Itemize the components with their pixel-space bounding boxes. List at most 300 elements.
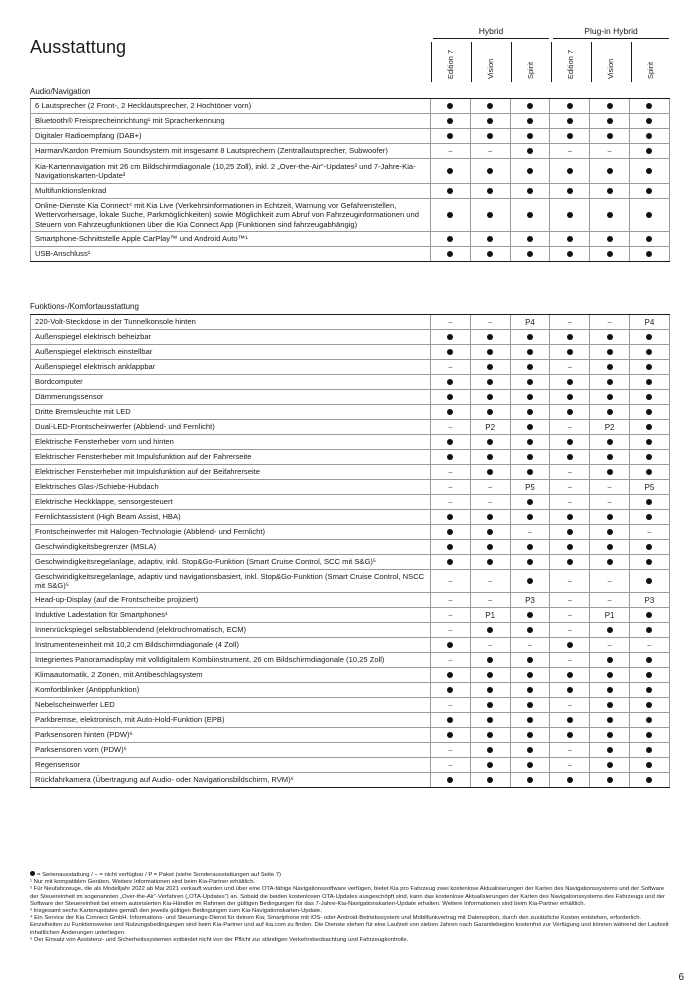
standard-dot-icon (471, 375, 511, 389)
standard-dot-icon (550, 525, 590, 539)
availability-cell: P1 (471, 608, 511, 622)
standard-dot-icon (590, 713, 630, 727)
standard-dot-icon (550, 405, 590, 419)
table-row (30, 375, 670, 390)
column-header-edition7-phev: Edition 7 (551, 42, 591, 82)
footnote-2: ² Für Neufahrzeuge, die als Modelljahr 2022 ab Mai 2021 verkauft wurden und über eine OTA-fähige Navigationssoftware verfügen, bietet Kia pro Fahrzeug zwei kostenlose Aktualisierungen der Karten des Navigationssystems und der Software der Steuereinheit im sogenannten „Over-the-Air“-Verfahren („OTA-Updates“) an. Sobald die beiden kostenlosen OTA-Updates ausgeschöpft sind, kann das kostenlose Aktualisierungen der Karten des Navigationssystems des Fahrzeugs und der Software der Steuereinheit bei einem autorisierten Kia-Händler im Rahmen der gültigen Bedingungen für das 7-Jahre-Kia-Navigationskarten-Update erhalten. Weitere Informationen sind beim Kia-Partner erhältlich. (30, 886, 666, 907)
standard-dot-icon (550, 683, 590, 697)
table-row (30, 247, 670, 262)
standard-dot-icon (511, 653, 551, 667)
table-row (30, 420, 670, 435)
availability-cell: – (550, 570, 590, 592)
standard-dot-icon (630, 623, 670, 637)
availability-cell: – (471, 570, 511, 592)
feature-label: Fernlichtassistent (High Beam Assist, HBA) (30, 510, 431, 524)
availability-cell: – (550, 495, 590, 509)
standard-dot-icon (511, 99, 551, 113)
standard-dot-icon (431, 683, 471, 697)
standard-dot-icon (511, 450, 551, 464)
table-row (30, 480, 670, 495)
standard-dot-icon (590, 345, 630, 359)
standard-dot-icon (511, 465, 551, 479)
standard-dot-icon (630, 114, 670, 128)
table-row (30, 99, 670, 114)
standard-dot-icon (431, 405, 471, 419)
table-row (30, 184, 670, 199)
group-header-plugin-hybrid: Plug-in Hybrid (584, 26, 638, 36)
standard-dot-icon (630, 390, 670, 404)
table-row (30, 159, 670, 184)
standard-dot-icon (630, 713, 670, 727)
standard-dot-icon (471, 159, 511, 183)
availability-cell: – (550, 420, 590, 434)
feature-label: Bluetooth® Freisprecheinrichtung¹ mit Spracherkennung (30, 114, 431, 128)
standard-dot-icon (630, 420, 670, 434)
feature-label: Elektrische Fensterheber vorn und hinten (30, 435, 431, 449)
standard-dot-icon (431, 668, 471, 682)
standard-dot-icon (630, 144, 670, 158)
availability-cell: – (590, 144, 630, 158)
standard-dot-icon (431, 713, 471, 727)
standard-dot-icon (471, 465, 511, 479)
feature-label: Rückfahrkamera (Übertragung auf Audio- oder Navigationsbildschirm, RVM)⁶ (30, 773, 431, 787)
standard-dot-icon (431, 540, 471, 554)
feature-label: 6 Lautsprecher (2 Front-, 2 Hecklautsprecher, 2 Hochtöner vorn) (30, 99, 431, 113)
standard-dot-icon (590, 184, 630, 198)
standard-dot-icon (550, 390, 590, 404)
standard-dot-icon (471, 114, 511, 128)
availability-cell: – (550, 698, 590, 712)
standard-dot-icon (511, 510, 551, 524)
table-row (30, 593, 670, 608)
feature-label: Elektrischer Fensterheber mit Impulsfunktion auf der Beifahrerseite (30, 465, 431, 479)
standard-dot-icon (630, 247, 670, 261)
standard-dot-icon (590, 653, 630, 667)
feature-label: Integriertes Panoramadisplay mit volldigitalem Kombiinstrument, 26 cm Bildschirmdiagonale (10,25 Zoll) (30, 653, 431, 667)
standard-dot-icon (511, 159, 551, 183)
standard-dot-icon (471, 743, 511, 757)
standard-dot-icon (511, 144, 551, 158)
feature-label: Dämmerungssensor (30, 390, 431, 404)
standard-dot-icon (471, 184, 511, 198)
standard-dot-icon (630, 330, 670, 344)
availability-cell: – (471, 495, 511, 509)
standard-dot-icon (590, 743, 630, 757)
table-row (30, 525, 670, 540)
standard-dot-icon (550, 129, 590, 143)
footnotes (30, 871, 670, 944)
standard-dot-icon (590, 159, 630, 183)
standard-dot-icon (431, 390, 471, 404)
page-number: 6 (678, 972, 684, 983)
standard-dot-icon (630, 129, 670, 143)
feature-label: Außenspiegel elektrisch anklappbar (30, 360, 431, 374)
standard-dot-icon (630, 435, 670, 449)
standard-dot-icon (630, 728, 670, 742)
feature-label: Bordcomputer (30, 375, 431, 389)
table-row (30, 668, 670, 683)
footnote-legend: = Serienausstattung / – = nicht verfügbar / P = Paket (siehe Sonderausstattungen auf Seite 7) (30, 871, 670, 879)
standard-dot-icon (550, 345, 590, 359)
standard-dot-icon (550, 330, 590, 344)
table-row (30, 540, 670, 555)
feature-label: Geschwindigkeitsregelanlage, adaptiv, inkl. Stop&Go-Funktion (Smart Cruise Control, SCC mit S&G)⁵ (30, 555, 431, 569)
standard-dot-icon (550, 450, 590, 464)
feature-label: 220-Volt-Steckdose in der Tunnelkonsole hinten (30, 315, 431, 329)
feature-label: Digitaler Radioempfang (DAB+) (30, 129, 431, 143)
standard-dot-icon (630, 405, 670, 419)
standard-dot-icon (511, 114, 551, 128)
standard-dot-icon (550, 555, 590, 569)
availability-cell: – (431, 623, 471, 637)
standard-dot-icon (590, 375, 630, 389)
table-row (30, 405, 670, 420)
standard-dot-icon (471, 683, 511, 697)
availability-cell: – (550, 758, 590, 772)
feature-label: Dritte Bremsleuchte mit LED (30, 405, 431, 419)
standard-dot-icon (431, 773, 471, 787)
standard-dot-icon (471, 653, 511, 667)
standard-dot-icon (590, 623, 630, 637)
standard-dot-icon (550, 540, 590, 554)
feature-label: Head-up-Display (auf die Frontscheibe projiziert) (30, 593, 431, 607)
standard-dot-icon (471, 450, 511, 464)
standard-dot-icon (630, 360, 670, 374)
standard-dot-icon (511, 375, 551, 389)
standard-dot-icon (511, 390, 551, 404)
standard-dot-icon (550, 375, 590, 389)
standard-dot-icon (590, 247, 630, 261)
standard-dot-icon (431, 184, 471, 198)
feature-label: Geschwindigkeitsregelanlage, adaptiv und navigationsbasiert, inkl. Stop&Go-Funktion (Smart Cruise Control, NSCC mit S&G)⁵ (30, 570, 431, 592)
standard-dot-icon (431, 247, 471, 261)
feature-label: Harman/Kardon Premium Soundsystem mit insgesamt 8 Lautsprechern (Zentrallautsprecher, Subwoofer) (30, 144, 431, 158)
standard-dot-icon (590, 683, 630, 697)
table-row (30, 608, 670, 623)
standard-dot-icon (471, 247, 511, 261)
standard-dot-icon (431, 345, 471, 359)
standard-dot-icon (471, 510, 511, 524)
dot-icon (30, 871, 35, 876)
availability-cell: – (431, 495, 471, 509)
feature-label: Multifunktionslenkrad (30, 184, 431, 198)
availability-cell: P3 (630, 593, 670, 607)
standard-dot-icon (471, 345, 511, 359)
standard-dot-icon (471, 698, 511, 712)
footnote-3: ³ Insgesamt sechs Kartenupdates gemäß den jeweils gültigen Bedingungen zum Kia-Navigationskarten-Update. (30, 908, 322, 915)
availability-cell: – (431, 360, 471, 374)
standard-dot-icon (431, 638, 471, 652)
availability-cell: – (550, 465, 590, 479)
standard-dot-icon (511, 743, 551, 757)
table-row (30, 698, 670, 713)
standard-dot-icon (550, 713, 590, 727)
standard-dot-icon (550, 728, 590, 742)
section-title-komfort: Funktions-/Komfortausstattung (30, 302, 139, 311)
availability-cell: – (550, 315, 590, 329)
table-row (30, 330, 670, 345)
availability-cell: P5 (511, 480, 551, 494)
table-row (30, 623, 670, 638)
standard-dot-icon (431, 199, 471, 231)
standard-dot-icon (550, 114, 590, 128)
table-row (30, 360, 670, 375)
table-row (30, 638, 670, 653)
standard-dot-icon (471, 525, 511, 539)
availability-cell: – (630, 638, 670, 652)
standard-dot-icon (471, 232, 511, 246)
page-title: Ausstattung (30, 37, 127, 57)
standard-dot-icon (511, 420, 551, 434)
availability-cell: P2 (590, 420, 630, 434)
standard-dot-icon (590, 129, 630, 143)
table-row (30, 345, 670, 360)
standard-dot-icon (550, 638, 590, 652)
availability-cell: – (431, 698, 471, 712)
table-row (30, 435, 670, 450)
table-row (30, 570, 670, 593)
standard-dot-icon (431, 99, 471, 113)
availability-cell: P4 (511, 315, 551, 329)
table-row (30, 510, 670, 525)
availability-cell: P1 (590, 608, 630, 622)
availability-cell: P5 (630, 480, 670, 494)
standard-dot-icon (511, 698, 551, 712)
column-header-spirit-hybrid: Spirit (511, 42, 551, 82)
standard-dot-icon (550, 668, 590, 682)
standard-dot-icon (511, 728, 551, 742)
standard-dot-icon (511, 129, 551, 143)
standard-dot-icon (511, 608, 551, 622)
feature-label: Online-Dienste Kia Connect⁴ mit Kia Live (Verkehrsinformationen in Echtzeit, Warnung vor Gefahrenstellen, Wettervorhersage, lokale Suche, Parkmöglichkeiten) sowie Möglichkeit zum Abruf von Fahrzeuginformationen und Steuern von Fahrzeugfunktionen über die Kia Connect App (Funktionen sind fahrzeugabhängig) (30, 199, 431, 231)
standard-dot-icon (511, 773, 551, 787)
standard-dot-icon (630, 743, 670, 757)
standard-dot-icon (471, 435, 511, 449)
availability-cell: – (431, 758, 471, 772)
standard-dot-icon (471, 773, 511, 787)
feature-label: Elektrisches Glas-/Schiebe-Hubdach (30, 480, 431, 494)
standard-dot-icon (511, 199, 551, 231)
standard-dot-icon (590, 435, 630, 449)
feature-label: Komfortblinker (Antippfunktion) (30, 683, 431, 697)
standard-dot-icon (630, 199, 670, 231)
availability-cell: – (471, 144, 511, 158)
standard-dot-icon (511, 758, 551, 772)
standard-dot-icon (471, 728, 511, 742)
feature-label: Induktive Ladestation für Smartphones¹ (30, 608, 431, 622)
feature-label: Parksensoren hinten (PDW)⁶ (30, 728, 431, 742)
table-audio-navigation (30, 98, 670, 262)
availability-cell: – (590, 593, 630, 607)
standard-dot-icon (590, 728, 630, 742)
table-row (30, 728, 670, 743)
standard-dot-icon (511, 232, 551, 246)
availability-cell: – (511, 638, 551, 652)
standard-dot-icon (511, 570, 551, 592)
table-row (30, 683, 670, 698)
table-row (30, 653, 670, 668)
table-row (30, 232, 670, 247)
table-row (30, 144, 670, 159)
column-header-vision-hybrid: Vision (471, 42, 511, 82)
feature-label: Frontscheinwerfer mit Halogen-Technologie (Abblend- und Fernlicht) (30, 525, 431, 539)
availability-cell: – (550, 360, 590, 374)
availability-cell: – (550, 623, 590, 637)
feature-label: Geschwindigkeitsbegrenzer (MSLA) (30, 540, 431, 554)
standard-dot-icon (590, 510, 630, 524)
availability-cell: – (431, 608, 471, 622)
column-header-edition7-hybrid: Edition 7 (431, 42, 471, 82)
standard-dot-icon (590, 232, 630, 246)
standard-dot-icon (590, 405, 630, 419)
standard-dot-icon (630, 375, 670, 389)
standard-dot-icon (550, 435, 590, 449)
availability-cell: – (431, 420, 471, 434)
availability-cell: – (590, 480, 630, 494)
standard-dot-icon (511, 184, 551, 198)
availability-cell: – (471, 593, 511, 607)
standard-dot-icon (471, 199, 511, 231)
feature-label: Klimaautomatik, 2 Zonen, mit Antibeschlagsystem (30, 668, 431, 682)
availability-cell: – (550, 608, 590, 622)
standard-dot-icon (590, 390, 630, 404)
standard-dot-icon (511, 360, 551, 374)
availability-cell: – (590, 638, 630, 652)
standard-dot-icon (471, 623, 511, 637)
feature-label: Innenrückspiegel selbstabblendend (elektrochromatisch, ECM) (30, 623, 431, 637)
availability-cell: – (550, 144, 590, 158)
standard-dot-icon (630, 773, 670, 787)
availability-cell: – (471, 638, 511, 652)
table-row (30, 390, 670, 405)
standard-dot-icon (431, 728, 471, 742)
availability-cell: – (431, 315, 471, 329)
table-row (30, 199, 670, 232)
standard-dot-icon (590, 450, 630, 464)
standard-dot-icon (630, 184, 670, 198)
standard-dot-icon (630, 608, 670, 622)
standard-dot-icon (511, 540, 551, 554)
standard-dot-icon (431, 435, 471, 449)
standard-dot-icon (471, 555, 511, 569)
standard-dot-icon (630, 159, 670, 183)
standard-dot-icon (431, 330, 471, 344)
standard-dot-icon (511, 683, 551, 697)
standard-dot-icon (471, 668, 511, 682)
group-line-plugin-hybrid (553, 38, 669, 39)
standard-dot-icon (630, 450, 670, 464)
standard-dot-icon (630, 540, 670, 554)
standard-dot-icon (511, 495, 551, 509)
availability-cell: – (431, 465, 471, 479)
standard-dot-icon (550, 159, 590, 183)
standard-dot-icon (630, 683, 670, 697)
availability-cell: – (431, 743, 471, 757)
availability-cell: – (431, 570, 471, 592)
availability-cell: – (471, 315, 511, 329)
standard-dot-icon (511, 623, 551, 637)
availability-cell: P2 (471, 420, 511, 434)
column-header-vision-phev: Vision (591, 42, 631, 82)
feature-label: Kia-Kartennavigation mit 26 cm Bildschirmdiagonale (10,25 Zoll), inkl. 2 „Over-the-Air“-Updates² und 7-Jahre-Kia-Navigationskarten-Update³ (30, 159, 431, 183)
column-header-spirit-phev: Spirit (631, 42, 671, 82)
availability-cell: – (511, 525, 551, 539)
standard-dot-icon (511, 330, 551, 344)
availability-cell: – (550, 653, 590, 667)
availability-cell: P4 (630, 315, 670, 329)
table-row (30, 450, 670, 465)
table-row (30, 465, 670, 480)
standard-dot-icon (471, 758, 511, 772)
standard-dot-icon (630, 668, 670, 682)
standard-dot-icon (590, 199, 630, 231)
footnote-1: ¹ Nur mit kompatiblen Geräten. Weitere Informationen sind beim Kia-Partner erhältlich. (30, 879, 256, 886)
availability-cell: – (630, 525, 670, 539)
standard-dot-icon (590, 540, 630, 554)
standard-dot-icon (590, 525, 630, 539)
table-row (30, 114, 670, 129)
feature-label: Dual-LED-Frontscheinwerfer (Abblend- und Fernlicht) (30, 420, 431, 434)
availability-cell: – (550, 593, 590, 607)
availability-cell: – (431, 653, 471, 667)
availability-cell: – (431, 144, 471, 158)
standard-dot-icon (431, 232, 471, 246)
standard-dot-icon (630, 653, 670, 667)
availability-cell: – (431, 593, 471, 607)
availability-cell: – (590, 495, 630, 509)
table-komfort (30, 314, 670, 788)
feature-label: Regensensor (30, 758, 431, 772)
standard-dot-icon (590, 330, 630, 344)
standard-dot-icon (630, 495, 670, 509)
feature-label: Elektrische Heckklappe, sensorgesteuert (30, 495, 431, 509)
table-row (30, 743, 670, 758)
standard-dot-icon (431, 450, 471, 464)
standard-dot-icon (630, 232, 670, 246)
standard-dot-icon (431, 159, 471, 183)
availability-cell: – (590, 570, 630, 592)
group-line-hybrid (433, 38, 549, 39)
standard-dot-icon (511, 345, 551, 359)
standard-dot-icon (511, 405, 551, 419)
standard-dot-icon (471, 540, 511, 554)
feature-label: Außenspiegel elektrisch beheizbar (30, 330, 431, 344)
standard-dot-icon (590, 758, 630, 772)
standard-dot-icon (511, 247, 551, 261)
standard-dot-icon (590, 114, 630, 128)
standard-dot-icon (431, 555, 471, 569)
standard-dot-icon (630, 510, 670, 524)
table-row (30, 773, 670, 788)
standard-dot-icon (431, 114, 471, 128)
standard-dot-icon (550, 199, 590, 231)
group-header-hybrid: Hybrid (478, 26, 504, 36)
availability-cell: – (550, 480, 590, 494)
standard-dot-icon (550, 232, 590, 246)
standard-dot-icon (590, 773, 630, 787)
table-row (30, 129, 670, 144)
availability-cell: P3 (511, 593, 551, 607)
standard-dot-icon (630, 465, 670, 479)
standard-dot-icon (511, 668, 551, 682)
standard-dot-icon (550, 99, 590, 113)
standard-dot-icon (471, 360, 511, 374)
feature-label: Smartphone-Schnittstelle Apple CarPlay™ und Android Auto™¹ (30, 232, 431, 246)
table-row (30, 713, 670, 728)
standard-dot-icon (511, 555, 551, 569)
standard-dot-icon (511, 713, 551, 727)
availability-cell: – (590, 315, 630, 329)
